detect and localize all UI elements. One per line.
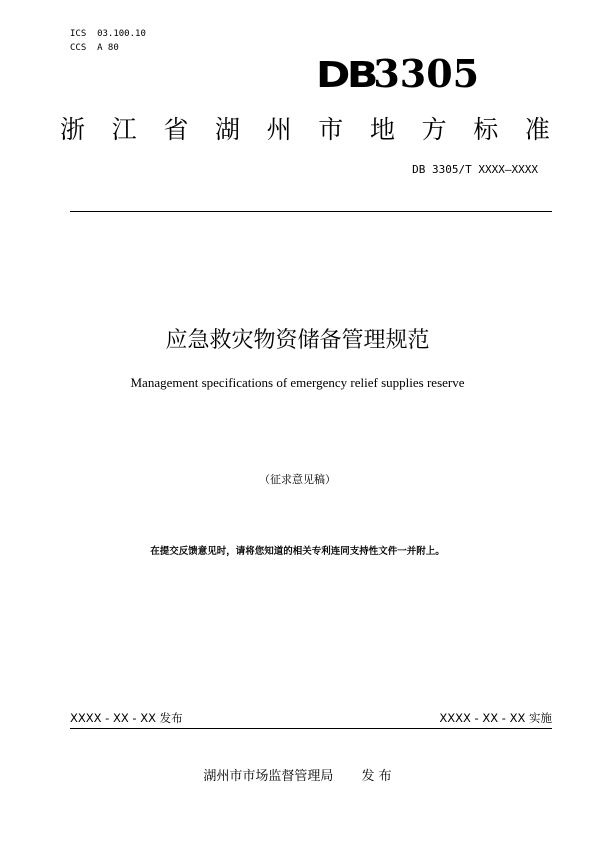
feedback-note: 在提交反馈意见时，请将您知道的相关专利连同支持性文件一并附上。 [150,546,445,557]
ccs-code: CCS A 80 [70,43,119,53]
standard-level-char: 湖 [214,115,240,144]
top-divider [70,211,552,212]
implementation-date: XXXX - XX - XX 实施 [439,711,552,725]
title-english: Management specifications of emergency relief supplies reserve [130,375,465,390]
issuer-name: 湖州市市场监督管理局 [203,769,334,784]
standard-level-char: 方 [421,115,447,144]
standard-number: DB 3305/T XXXX—XXXX [412,163,538,176]
standard-level-char: 省 [163,115,189,144]
issue-date: XXXX - XX - XX 发布 [70,711,183,725]
standard-level-char: 江 [111,115,137,144]
standard-level-char: 市 [318,115,344,144]
issuer-line [0,768,595,786]
issuer-action: 发 布 [361,769,392,784]
standard-level-char: 标 [473,115,499,144]
standard-level-char: 州 [266,115,292,144]
db-logo-code: 3305 [373,51,480,96]
standard-level-char: 浙 [60,115,86,144]
title-chinese: 应急救灾物资储备管理规范 [165,328,430,353]
ics-code: ICS 03.100.10 [70,29,146,39]
standard-level-char: 准 [524,115,550,144]
db-logo-letters: DB [316,55,376,96]
db-standard-logo [316,52,516,96]
standard-level-heading [60,113,550,147]
bottom-divider [70,728,552,729]
standard-level-char: 地 [369,115,395,144]
draft-status: （征求意见稿） [259,473,336,486]
